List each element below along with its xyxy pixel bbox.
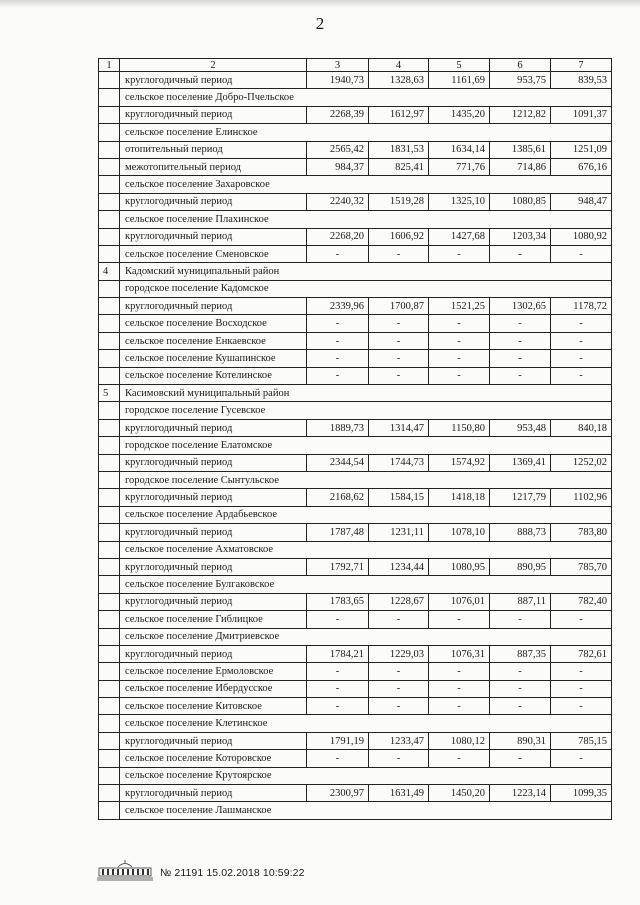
- value-cell-col-4: -: [369, 367, 429, 384]
- row-label-cell: сельское поселение Сменовское: [120, 245, 307, 262]
- value-cell-col-3: -: [307, 350, 369, 367]
- value-cell-col-7: 948,47: [551, 193, 612, 210]
- value-cell-col-4: -: [369, 698, 429, 715]
- value-cell-col-4: -: [369, 245, 429, 262]
- value-cell-col-3: -: [307, 680, 369, 697]
- table-header-row: [99, 59, 612, 72]
- row-index-cell: [99, 663, 120, 680]
- value-cell-col-3: 2339,96: [307, 298, 369, 315]
- row-index-cell: [99, 350, 120, 367]
- table-row: [99, 454, 612, 471]
- value-cell-col-4: 1519,28: [369, 193, 429, 210]
- value-cell-col-6: -: [490, 367, 551, 384]
- table-row: [99, 419, 612, 436]
- value-cell-col-6: 1385,61: [490, 141, 551, 158]
- value-cell-col-7: -: [551, 350, 612, 367]
- value-cell-col-7: 1080,92: [551, 228, 612, 245]
- table-row: [99, 680, 612, 697]
- value-cell-col-7: 1178,72: [551, 298, 612, 315]
- value-cell-col-6: 888,73: [490, 524, 551, 541]
- section-title-cell: городское поселение Елатомское: [120, 437, 612, 454]
- value-cell-col-6: 890,95: [490, 558, 551, 575]
- row-index-cell: [99, 437, 120, 454]
- table-row: [99, 158, 612, 175]
- row-label-cell: круглогодичный период: [120, 454, 307, 471]
- value-cell-col-3: -: [307, 663, 369, 680]
- row-label-cell: круглогодичный период: [120, 72, 307, 89]
- value-cell-col-5: -: [429, 332, 490, 349]
- row-label-cell: отопительный период: [120, 141, 307, 158]
- value-cell-col-7: -: [551, 663, 612, 680]
- value-cell-col-3: 2565,42: [307, 141, 369, 158]
- table-row: [99, 245, 612, 262]
- value-cell-col-7: 782,40: [551, 593, 612, 610]
- value-cell-col-4: -: [369, 350, 429, 367]
- value-cell-col-6: 1369,41: [490, 454, 551, 471]
- value-cell-col-3: 2300,97: [307, 785, 369, 802]
- value-cell-col-5: 1634,14: [429, 141, 490, 158]
- row-index-cell: [99, 211, 120, 228]
- row-index-cell: [99, 593, 120, 610]
- row-index-cell: [99, 158, 120, 175]
- row-index-cell: [99, 698, 120, 715]
- row-index-cell: [99, 576, 120, 593]
- section-title-cell: городское поселение Гусевское: [120, 402, 612, 419]
- value-cell-col-7: -: [551, 750, 612, 767]
- table-header-cell: 1: [99, 59, 120, 72]
- value-cell-col-5: 1521,25: [429, 298, 490, 315]
- row-index-cell: [99, 106, 120, 123]
- row-index-cell: [99, 124, 120, 141]
- value-cell-col-4: -: [369, 680, 429, 697]
- value-cell-col-3: -: [307, 332, 369, 349]
- row-index-cell: [99, 506, 120, 523]
- row-index-cell: [99, 628, 120, 645]
- row-label-cell: сельское поселение Которовское: [120, 750, 307, 767]
- value-cell-col-6: -: [490, 245, 551, 262]
- row-label-cell: круглогодичный период: [120, 558, 307, 575]
- value-cell-col-6: 887,11: [490, 593, 551, 610]
- value-cell-col-5: 1150,80: [429, 419, 490, 436]
- row-label-cell: сельское поселение Ибердусское: [120, 680, 307, 697]
- table-row: [99, 524, 612, 541]
- value-cell-col-5: 771,76: [429, 158, 490, 175]
- row-index-cell: [99, 611, 120, 628]
- value-cell-col-3: -: [307, 611, 369, 628]
- table-section-row: [99, 124, 612, 141]
- row-index-cell: [99, 541, 120, 558]
- value-cell-col-5: 1076,31: [429, 645, 490, 662]
- value-cell-col-7: 1252,02: [551, 454, 612, 471]
- value-cell-col-6: 1217,79: [490, 489, 551, 506]
- value-cell-col-6: -: [490, 663, 551, 680]
- row-label-cell: круглогодичный период: [120, 106, 307, 123]
- value-cell-col-3: 2240,32: [307, 193, 369, 210]
- row-index-cell: 5: [99, 385, 120, 402]
- value-cell-col-4: -: [369, 611, 429, 628]
- row-index-cell: [99, 785, 120, 802]
- document-registration-stamp: № 21191 15.02.2018 10:59:22: [160, 867, 305, 879]
- value-cell-col-5: -: [429, 611, 490, 628]
- value-cell-col-7: -: [551, 315, 612, 332]
- value-cell-col-6: -: [490, 698, 551, 715]
- value-cell-col-3: 2268,39: [307, 106, 369, 123]
- value-cell-col-7: 783,80: [551, 524, 612, 541]
- page-number: 2: [315, 14, 325, 33]
- section-title-cell: сельское поселение Крутоярское: [120, 767, 612, 784]
- table-section-row: [99, 541, 612, 558]
- value-cell-col-7: -: [551, 245, 612, 262]
- value-cell-col-4: -: [369, 750, 429, 767]
- value-cell-col-5: 1435,20: [429, 106, 490, 123]
- value-cell-col-7: -: [551, 611, 612, 628]
- row-index-cell: [99, 454, 120, 471]
- value-cell-col-4: 1631,49: [369, 785, 429, 802]
- section-title-cell: сельское поселение Клетинское: [120, 715, 612, 732]
- document-footer: [96, 859, 305, 881]
- value-cell-col-5: 1080,95: [429, 558, 490, 575]
- table-header-cell: 7: [551, 59, 612, 72]
- row-index-cell: [99, 680, 120, 697]
- value-cell-col-5: 1574,92: [429, 454, 490, 471]
- row-index-cell: [99, 228, 120, 245]
- value-cell-col-3: 1889,73: [307, 419, 369, 436]
- section-title-cell: сельское поселение Елинское: [120, 124, 612, 141]
- row-index-cell: [99, 558, 120, 575]
- row-index-cell: [99, 645, 120, 662]
- value-cell-col-5: 1078,10: [429, 524, 490, 541]
- row-label-cell: сельское поселение Енкаевское: [120, 332, 307, 349]
- row-index-cell: [99, 767, 120, 784]
- table-section-row: [99, 506, 612, 523]
- table-section-row: [99, 402, 612, 419]
- value-cell-col-4: 1606,92: [369, 228, 429, 245]
- row-label-cell: круглогодичный период: [120, 593, 307, 610]
- row-label-cell: круглогодичный период: [120, 785, 307, 802]
- table-row: [99, 228, 612, 245]
- value-cell-col-5: -: [429, 750, 490, 767]
- table-row: [99, 315, 612, 332]
- value-cell-col-5: 1161,69: [429, 72, 490, 89]
- value-cell-col-5: 1450,20: [429, 785, 490, 802]
- value-cell-col-4: 1233,47: [369, 732, 429, 749]
- row-index-cell: [99, 524, 120, 541]
- value-cell-col-5: -: [429, 350, 490, 367]
- table-section-row: [99, 211, 612, 228]
- row-label-cell: круглогодичный период: [120, 489, 307, 506]
- table-section-row: [99, 471, 612, 488]
- row-label-cell: сельское поселение Китовское: [120, 698, 307, 715]
- value-cell-col-3: -: [307, 367, 369, 384]
- value-cell-col-3: -: [307, 245, 369, 262]
- row-index-cell: [99, 280, 120, 297]
- table-section-row: [99, 176, 612, 193]
- value-cell-col-7: 782,61: [551, 645, 612, 662]
- table-row: [99, 367, 612, 384]
- value-cell-col-3: 2344,54: [307, 454, 369, 471]
- value-cell-col-4: -: [369, 663, 429, 680]
- value-cell-col-3: -: [307, 750, 369, 767]
- value-cell-col-6: -: [490, 332, 551, 349]
- table-section-row: [99, 263, 612, 280]
- row-index-cell: [99, 72, 120, 89]
- table-row: [99, 732, 612, 749]
- value-cell-col-7: 840,18: [551, 419, 612, 436]
- section-title-cell: сельское поселение Дмитриевское: [120, 628, 612, 645]
- value-cell-col-3: 1787,48: [307, 524, 369, 541]
- section-title-cell: сельское поселение Плахинское: [120, 211, 612, 228]
- table-section-row: [99, 89, 612, 106]
- value-cell-col-6: -: [490, 315, 551, 332]
- value-cell-col-6: 890,31: [490, 732, 551, 749]
- table-row: [99, 645, 612, 662]
- section-title-cell: Кадомский муниципальный район: [120, 263, 612, 280]
- value-cell-col-3: 1940,73: [307, 72, 369, 89]
- value-cell-col-6: 953,75: [490, 72, 551, 89]
- row-index-cell: 4: [99, 263, 120, 280]
- row-index-cell: [99, 715, 120, 732]
- table-row: [99, 298, 612, 315]
- value-cell-col-5: -: [429, 245, 490, 262]
- value-cell-col-5: -: [429, 367, 490, 384]
- row-index-cell: [99, 732, 120, 749]
- table-row: [99, 558, 612, 575]
- value-cell-col-7: 676,16: [551, 158, 612, 175]
- table-section-row: [99, 628, 612, 645]
- value-cell-col-7: 785,70: [551, 558, 612, 575]
- table-header-cell: 4: [369, 59, 429, 72]
- value-cell-col-5: 1080,12: [429, 732, 490, 749]
- row-label-cell: круглогодичный период: [120, 732, 307, 749]
- value-cell-col-5: 1427,68: [429, 228, 490, 245]
- table-row: [99, 750, 612, 767]
- value-cell-col-7: -: [551, 332, 612, 349]
- value-cell-col-3: 1792,71: [307, 558, 369, 575]
- table-row: [99, 72, 612, 89]
- table-row: [99, 350, 612, 367]
- value-cell-col-6: 714,86: [490, 158, 551, 175]
- table-row: [99, 141, 612, 158]
- row-label-cell: круглогодичный период: [120, 524, 307, 541]
- table-section-row: [99, 715, 612, 732]
- section-title-cell: Касимовский муниципальный район: [120, 385, 612, 402]
- value-cell-col-4: 1744,73: [369, 454, 429, 471]
- section-title-cell: сельское поселение Захаровское: [120, 176, 612, 193]
- table-row: [99, 698, 612, 715]
- table-section-row: [99, 385, 612, 402]
- section-title-cell: сельское поселение Добро-Пчельское: [120, 89, 612, 106]
- value-cell-col-4: 1231,11: [369, 524, 429, 541]
- row-index-cell: [99, 802, 120, 819]
- value-cell-col-4: 1612,97: [369, 106, 429, 123]
- value-cell-col-6: -: [490, 680, 551, 697]
- table-row: [99, 106, 612, 123]
- section-title-cell: городское поселение Кадомское: [120, 280, 612, 297]
- value-cell-col-5: 1418,18: [429, 489, 490, 506]
- table-row: [99, 193, 612, 210]
- value-cell-col-5: -: [429, 663, 490, 680]
- value-cell-col-5: -: [429, 680, 490, 697]
- row-index-cell: [99, 141, 120, 158]
- table-header-cell: 6: [490, 59, 551, 72]
- table-row: [99, 611, 612, 628]
- value-cell-col-6: 1212,82: [490, 106, 551, 123]
- section-title-cell: сельское поселение Ахматовское: [120, 541, 612, 558]
- value-cell-col-6: 1080,85: [490, 193, 551, 210]
- table-header-cell: 2: [120, 59, 307, 72]
- row-label-cell: сельское поселение Котелинское: [120, 367, 307, 384]
- table-section-row: [99, 767, 612, 784]
- row-label-cell: круглогодичный период: [120, 228, 307, 245]
- row-label-cell: сельское поселение Кушапинское: [120, 350, 307, 367]
- row-index-cell: [99, 176, 120, 193]
- value-cell-col-6: 1302,65: [490, 298, 551, 315]
- value-cell-col-3: -: [307, 315, 369, 332]
- row-label-cell: круглогодичный период: [120, 419, 307, 436]
- table-row: [99, 785, 612, 802]
- value-cell-col-7: 1251,09: [551, 141, 612, 158]
- table-section-row: [99, 576, 612, 593]
- row-index-cell: [99, 193, 120, 210]
- value-cell-col-4: -: [369, 332, 429, 349]
- value-cell-col-6: -: [490, 611, 551, 628]
- value-cell-col-3: 2168,62: [307, 489, 369, 506]
- value-cell-col-5: -: [429, 315, 490, 332]
- value-cell-col-5: -: [429, 698, 490, 715]
- row-index-cell: [99, 367, 120, 384]
- value-cell-col-6: 953,48: [490, 419, 551, 436]
- row-index-cell: [99, 245, 120, 262]
- value-cell-col-6: -: [490, 350, 551, 367]
- value-cell-col-7: 1091,37: [551, 106, 612, 123]
- table-header-cell: 3: [307, 59, 369, 72]
- value-cell-col-7: -: [551, 367, 612, 384]
- value-cell-col-3: 984,37: [307, 158, 369, 175]
- value-cell-col-4: 1831,53: [369, 141, 429, 158]
- table-row: [99, 593, 612, 610]
- table-section-row: [99, 437, 612, 454]
- value-cell-col-3: 2268,20: [307, 228, 369, 245]
- value-cell-col-6: -: [490, 750, 551, 767]
- row-index-cell: [99, 471, 120, 488]
- row-index-cell: [99, 750, 120, 767]
- row-index-cell: [99, 89, 120, 106]
- value-cell-col-7: 785,15: [551, 732, 612, 749]
- value-cell-col-5: 1325,10: [429, 193, 490, 210]
- row-index-cell: [99, 489, 120, 506]
- row-label-cell: сельское поселение Гиблицкое: [120, 611, 307, 628]
- row-index-cell: [99, 419, 120, 436]
- value-cell-col-4: -: [369, 315, 429, 332]
- value-cell-col-3: -: [307, 698, 369, 715]
- value-cell-col-7: 1102,96: [551, 489, 612, 506]
- row-label-cell: круглогодичный период: [120, 298, 307, 315]
- row-index-cell: [99, 332, 120, 349]
- row-index-cell: [99, 298, 120, 315]
- row-label-cell: межотопительный период: [120, 158, 307, 175]
- value-cell-col-6: 1223,14: [490, 785, 551, 802]
- value-cell-col-7: -: [551, 698, 612, 715]
- table-row: [99, 489, 612, 506]
- government-building-emblem-icon: [96, 859, 154, 881]
- row-index-cell: [99, 402, 120, 419]
- section-title-cell: сельское поселение Булгаковское: [120, 576, 612, 593]
- value-cell-col-4: 1228,67: [369, 593, 429, 610]
- value-cell-col-3: 1784,21: [307, 645, 369, 662]
- value-cell-col-7: -: [551, 680, 612, 697]
- row-index-cell: [99, 315, 120, 332]
- value-cell-col-4: 1584,15: [369, 489, 429, 506]
- value-cell-col-5: 1076,01: [429, 593, 490, 610]
- value-cell-col-7: 839,53: [551, 72, 612, 89]
- row-label-cell: сельское поселение Ермоловское: [120, 663, 307, 680]
- section-title-cell: сельское поселение Ардабьевское: [120, 506, 612, 523]
- value-cell-col-7: 1099,35: [551, 785, 612, 802]
- value-cell-col-4: 1328,63: [369, 72, 429, 89]
- value-cell-col-6: 887,35: [490, 645, 551, 662]
- row-label-cell: круглогодичный период: [120, 645, 307, 662]
- table-row: [99, 332, 612, 349]
- value-cell-col-4: 1234,44: [369, 558, 429, 575]
- section-title-cell: сельское поселение Лашманское: [120, 802, 612, 819]
- value-cell-col-4: 1229,03: [369, 645, 429, 662]
- tariff-table: [98, 58, 612, 820]
- value-cell-col-4: 825,41: [369, 158, 429, 175]
- table-section-row: [99, 802, 612, 819]
- scan-edge-shadow: [0, 0, 640, 8]
- table-header-cell: 5: [429, 59, 490, 72]
- value-cell-col-4: 1314,47: [369, 419, 429, 436]
- value-cell-col-3: 1791,19: [307, 732, 369, 749]
- value-cell-col-3: 1783,65: [307, 593, 369, 610]
- section-title-cell: городское поселение Сынтульское: [120, 471, 612, 488]
- value-cell-col-6: 1203,34: [490, 228, 551, 245]
- row-label-cell: круглогодичный период: [120, 193, 307, 210]
- row-label-cell: сельское поселение Восходское: [120, 315, 307, 332]
- table-row: [99, 663, 612, 680]
- table-section-row: [99, 280, 612, 297]
- value-cell-col-4: 1700,87: [369, 298, 429, 315]
